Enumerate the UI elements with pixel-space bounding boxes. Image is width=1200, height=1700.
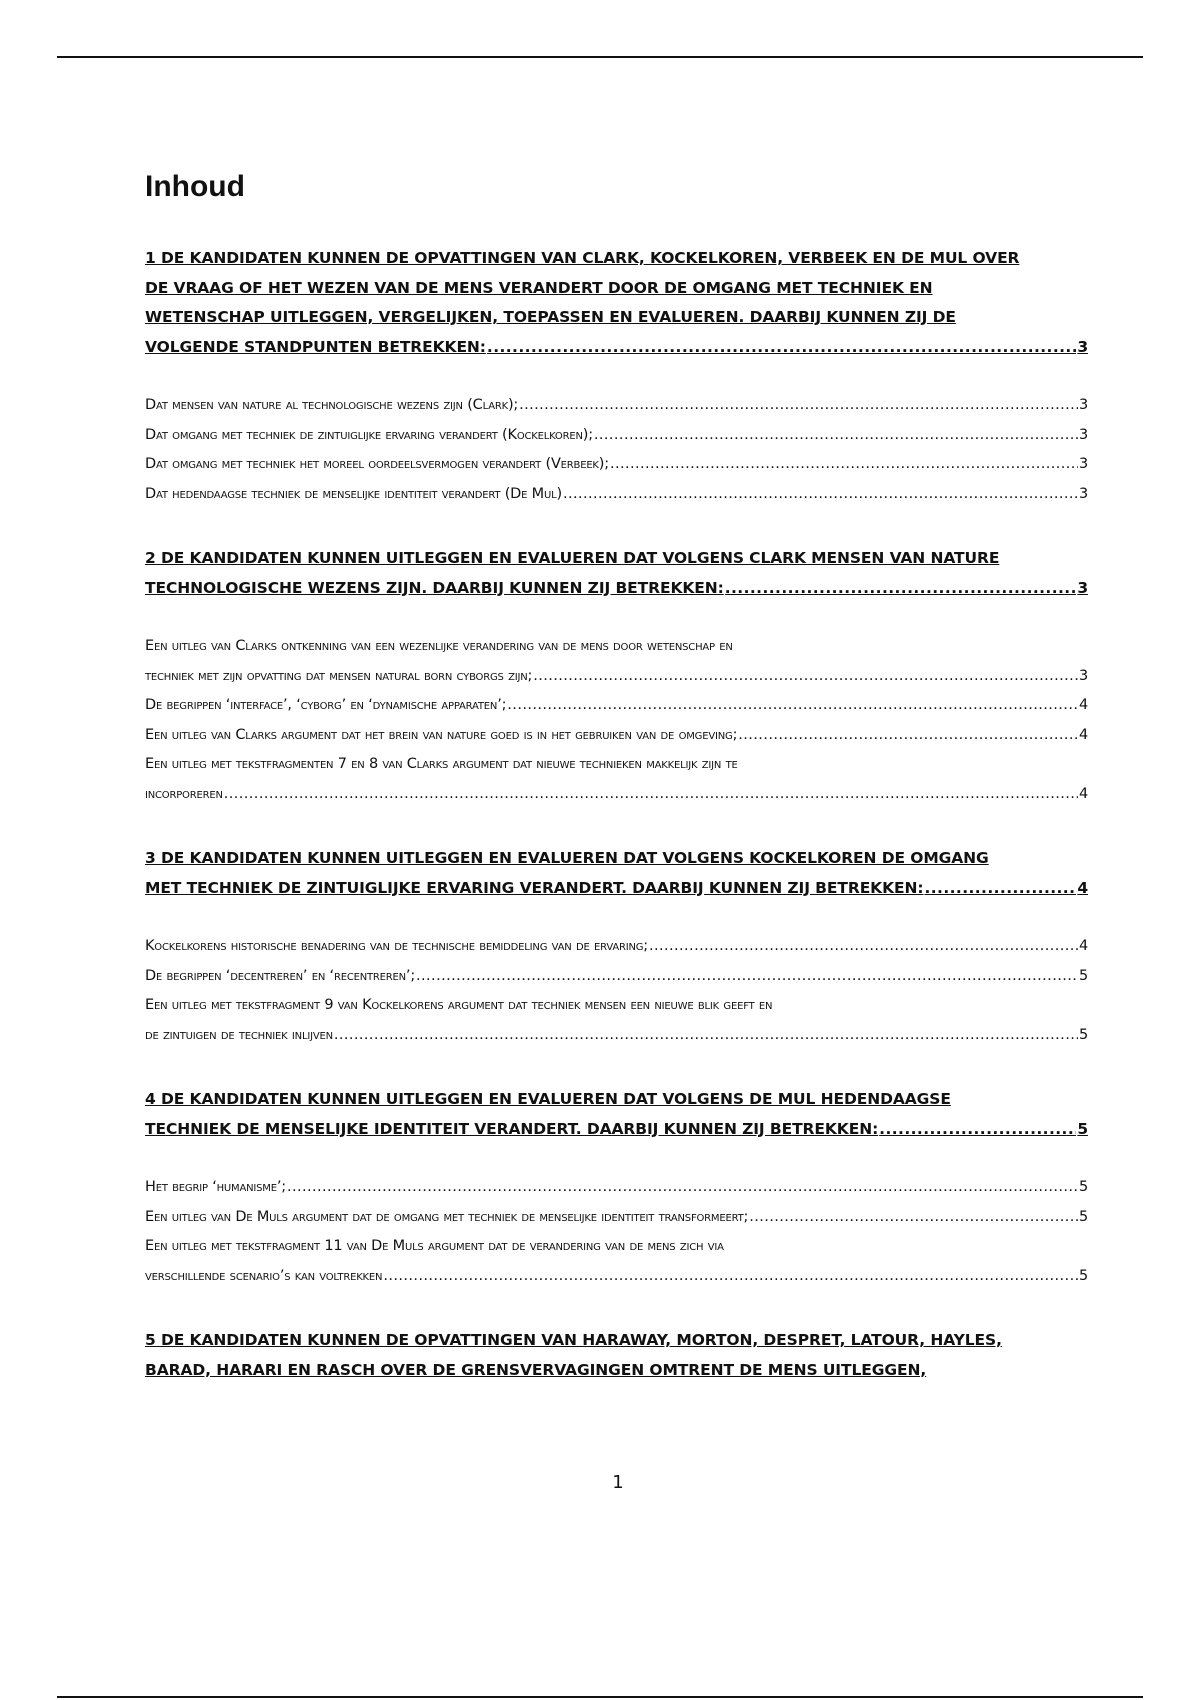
toc-heading-line[interactable]: [145, 574, 1088, 604]
toc-entry-text: Een uitleg van Clarks ontkenning van een wezenlijke verandering van de mens door wetenschap en: [145, 638, 733, 654]
toc-entry-line[interactable]: [145, 962, 1088, 992]
toc-entry-text: Dat omgang met techniek de zintuiglijke ervaring verandert (Kockelkoren);: [145, 426, 593, 443]
toc-entry-line[interactable]: [145, 450, 1088, 480]
dot-leader: [533, 662, 1078, 692]
toc-heading-2[interactable]: [145, 544, 1088, 603]
dot-leader: [749, 1203, 1078, 1233]
toc-entry-text: Dat hedendaagse techniek de menselijke identiteit verandert (De Mul): [145, 485, 562, 502]
toc-entry-page-ref: 5: [1078, 1267, 1088, 1284]
toc-entry-page-ref: 3: [1078, 485, 1088, 502]
toc-heading-text: WETENSCHAP UITLEGGEN, VERGELIJKEN, TOEPASSEN EN EVALUEREN. DAARBIJ KUNNEN ZIJ DE: [145, 308, 956, 326]
toc-entry-line[interactable]: [145, 1203, 1088, 1233]
toc-entry-text: verschillende scenario’s kan voltrekken: [145, 1267, 383, 1284]
toc-entry-page-ref: 5: [1078, 1208, 1088, 1225]
toc-heading-text: BARAD, HARARI EN RASCH OVER DE GRENSVERVAGINGEN OMTRENT DE MENS UITLEGGEN,: [145, 1360, 927, 1379]
toc-heading-text: 5 DE KANDIDATEN KUNNEN DE OPVATTINGEN VAN HARAWAY, MORTON, DESPRET, LATOUR, HAYLES,: [145, 1331, 1002, 1349]
toc-entry-page-ref: 3: [1078, 667, 1088, 684]
toc-heading-text: TECHNIEK DE MENSELIJKE IDENTITEIT VERANDERT. DAARBIJ KUNNEN ZIJ BETREKKEN:: [145, 1119, 879, 1138]
toc-heading-text: DE VRAAG OF HET WEZEN VAN DE MENS VERANDERT DOOR DE OMGANG MET TECHNIEK EN: [145, 278, 933, 297]
toc-entry[interactable]: [145, 1232, 1088, 1291]
dot-leader: [334, 1021, 1078, 1051]
toc-title: Inhoud: [145, 170, 245, 203]
toc-entry-text: De begrippen ‘decentreren’ en ‘recentreren’;: [145, 967, 416, 984]
toc-entry-text: Het begrip ‘humanisme’;: [145, 1179, 286, 1195]
toc-entry-text: Kockelkorens historische benadering van de technische bemiddeling van de ervaring;: [145, 938, 648, 954]
toc-entry-line[interactable]: [145, 691, 1088, 721]
toc-heading-line[interactable]: [145, 333, 1088, 363]
dot-leader: [383, 1262, 1078, 1292]
toc-heading-3[interactable]: [145, 844, 1088, 903]
toc-entry-page-ref: 3: [1078, 426, 1088, 443]
dot-leader: [924, 874, 1076, 904]
dot-leader: [416, 962, 1078, 992]
toc-entry[interactable]: [145, 750, 1088, 809]
dot-leader: [287, 1173, 1078, 1203]
toc-entry-line[interactable]: [145, 721, 1088, 751]
toc-entry-page-ref: 4: [1078, 938, 1088, 954]
toc-entry-line[interactable]: [145, 780, 1088, 810]
toc-entry-text: Dat omgang met techniek het moreel oordeelsvermogen verandert (Verbeek);: [145, 456, 609, 472]
heading-spacer: [145, 1144, 1088, 1173]
section-spacer: [145, 809, 1088, 844]
dot-leader: [649, 932, 1078, 962]
toc-entry-page-ref: 4: [1078, 785, 1088, 802]
toc-entry[interactable]: [145, 962, 1088, 992]
toc-heading-line[interactable]: [145, 1115, 1088, 1145]
dot-leader: [563, 480, 1078, 510]
toc-entry[interactable]: [145, 1173, 1088, 1203]
toc-entry[interactable]: [145, 450, 1088, 480]
toc-heading-text: 4 DE KANDIDATEN KUNNEN UITLEGGEN EN EVALUEREN DAT VOLGENS DE MUL HEDENDAAGSE: [145, 1090, 951, 1108]
heading-spacer: [145, 362, 1088, 391]
toc-heading-text: VOLGENDE STANDPUNTEN BETREKKEN:: [145, 337, 486, 356]
section-spacer: [145, 509, 1088, 544]
dot-leader: [738, 721, 1078, 751]
toc-entry-line[interactable]: [145, 391, 1088, 421]
footer-rule: [57, 1696, 1143, 1698]
toc-heading-text: MET TECHNIEK DE ZINTUIGLIJKE ERVARING VERANDERT. DAARBIJ KUNNEN ZIJ BETREKKEN:: [145, 878, 924, 897]
toc-heading-5[interactable]: [145, 1326, 1088, 1385]
toc-entry[interactable]: [145, 480, 1088, 510]
toc-entry-page-ref: 5: [1078, 967, 1088, 984]
toc-entry[interactable]: [145, 932, 1088, 962]
toc-entry-line[interactable]: [145, 480, 1088, 510]
toc-entry-line[interactable]: [145, 1021, 1088, 1051]
toc-entry[interactable]: [145, 1203, 1088, 1233]
table-of-contents: [145, 244, 1088, 1385]
heading-spacer: [145, 603, 1088, 632]
toc-entry-line[interactable]: [145, 1262, 1088, 1292]
toc-heading-page-ref: 5: [1077, 1119, 1088, 1138]
toc-entry-text: Dat mensen van nature al technologische wezens zijn (Clark);: [145, 397, 519, 413]
toc-entry-page-ref: 3: [1078, 397, 1088, 413]
toc-entry[interactable]: [145, 421, 1088, 451]
toc-entry[interactable]: [145, 632, 1088, 691]
page-number: 1: [612, 1472, 624, 1493]
toc-heading-page-ref: 3: [1077, 578, 1088, 597]
toc-entry-line[interactable]: [145, 421, 1088, 451]
toc-entry-text: incorporeren: [145, 785, 223, 802]
toc-heading-page-ref: 4: [1077, 878, 1088, 897]
toc-entry-text: techniek met zijn opvatting dat mensen natural born cyborgs zijn;: [145, 667, 533, 684]
dot-leader: [224, 780, 1078, 810]
toc-entry-line[interactable]: [145, 932, 1088, 962]
section-spacer: [145, 1291, 1088, 1326]
toc-entry-text: Een uitleg van Clarks argument dat het brein van nature goed is in het gebruiken van de omgeving;: [145, 726, 738, 743]
toc-entry-page-ref: 5: [1078, 1026, 1088, 1043]
toc-heading-text: 3 DE KANDIDATEN KUNNEN UITLEGGEN EN EVALUEREN DAT VOLGENS KOCKELKOREN DE OMGANG: [145, 849, 989, 867]
toc-heading-4[interactable]: [145, 1085, 1088, 1144]
dot-leader: [610, 450, 1078, 480]
dot-leader: [487, 333, 1076, 363]
toc-entry[interactable]: [145, 691, 1088, 721]
toc-heading-1[interactable]: [145, 244, 1088, 362]
toc-entry-text: De begrippen ‘interface’, ‘cyborg’ en ‘dynamische apparaten’;: [145, 697, 507, 713]
toc-heading-text: 2 DE KANDIDATEN KUNNEN UITLEGGEN EN EVALUEREN DAT VOLGENS CLARK MENSEN VAN NATURE: [145, 549, 1000, 567]
toc-heading-line[interactable]: [145, 874, 1088, 904]
toc-heading-page-ref: 3: [1077, 337, 1088, 356]
toc-entry[interactable]: [145, 391, 1088, 421]
toc-entry-text: Een uitleg met tekstfragmenten 7 en 8 van Clarks argument dat nieuwe technieken makkelijk zijn te: [145, 756, 738, 772]
toc-entry-text: Een uitleg met tekstfragment 9 van Kockelkorens argument dat techniek mensen een nieuwe blik geeft en: [145, 997, 773, 1013]
toc-entry[interactable]: [145, 721, 1088, 751]
heading-spacer: [145, 903, 1088, 932]
toc-heading-text: 1 DE KANDIDATEN KUNNEN DE OPVATTINGEN VAN CLARK, KOCKELKOREN, VERBEEK EN DE MUL OVER: [145, 249, 1020, 267]
toc-heading-text: TECHNOLOGISCHE WEZENS ZIJN. DAARBIJ KUNNEN ZIJ BETREKKEN:: [145, 578, 724, 597]
toc-entry[interactable]: [145, 991, 1088, 1050]
toc-entry-page-ref: 4: [1078, 697, 1088, 713]
dot-leader: [594, 421, 1078, 451]
header-rule: [57, 56, 1143, 58]
toc-entry-page-ref: 3: [1078, 456, 1088, 472]
section-spacer: [145, 1050, 1088, 1085]
toc-entry-line[interactable]: [145, 1173, 1088, 1203]
toc-entry-line[interactable]: [145, 662, 1088, 692]
toc-entry-text: Een uitleg van De Muls argument dat de omgang met techniek de menselijke identiteit transformeert;: [145, 1208, 749, 1225]
dot-leader: [507, 691, 1078, 721]
toc-entry-text: de zintuigen de techniek inlijven: [145, 1026, 333, 1043]
toc-entry-page-ref: 4: [1078, 726, 1088, 743]
dot-leader: [519, 391, 1078, 421]
dot-leader: [879, 1115, 1076, 1145]
toc-entry-text: Een uitleg met tekstfragment 11 van De Muls argument dat de verandering van de mens zich via: [145, 1238, 724, 1254]
toc-entry-page-ref: 5: [1078, 1179, 1088, 1195]
dot-leader: [725, 574, 1077, 604]
